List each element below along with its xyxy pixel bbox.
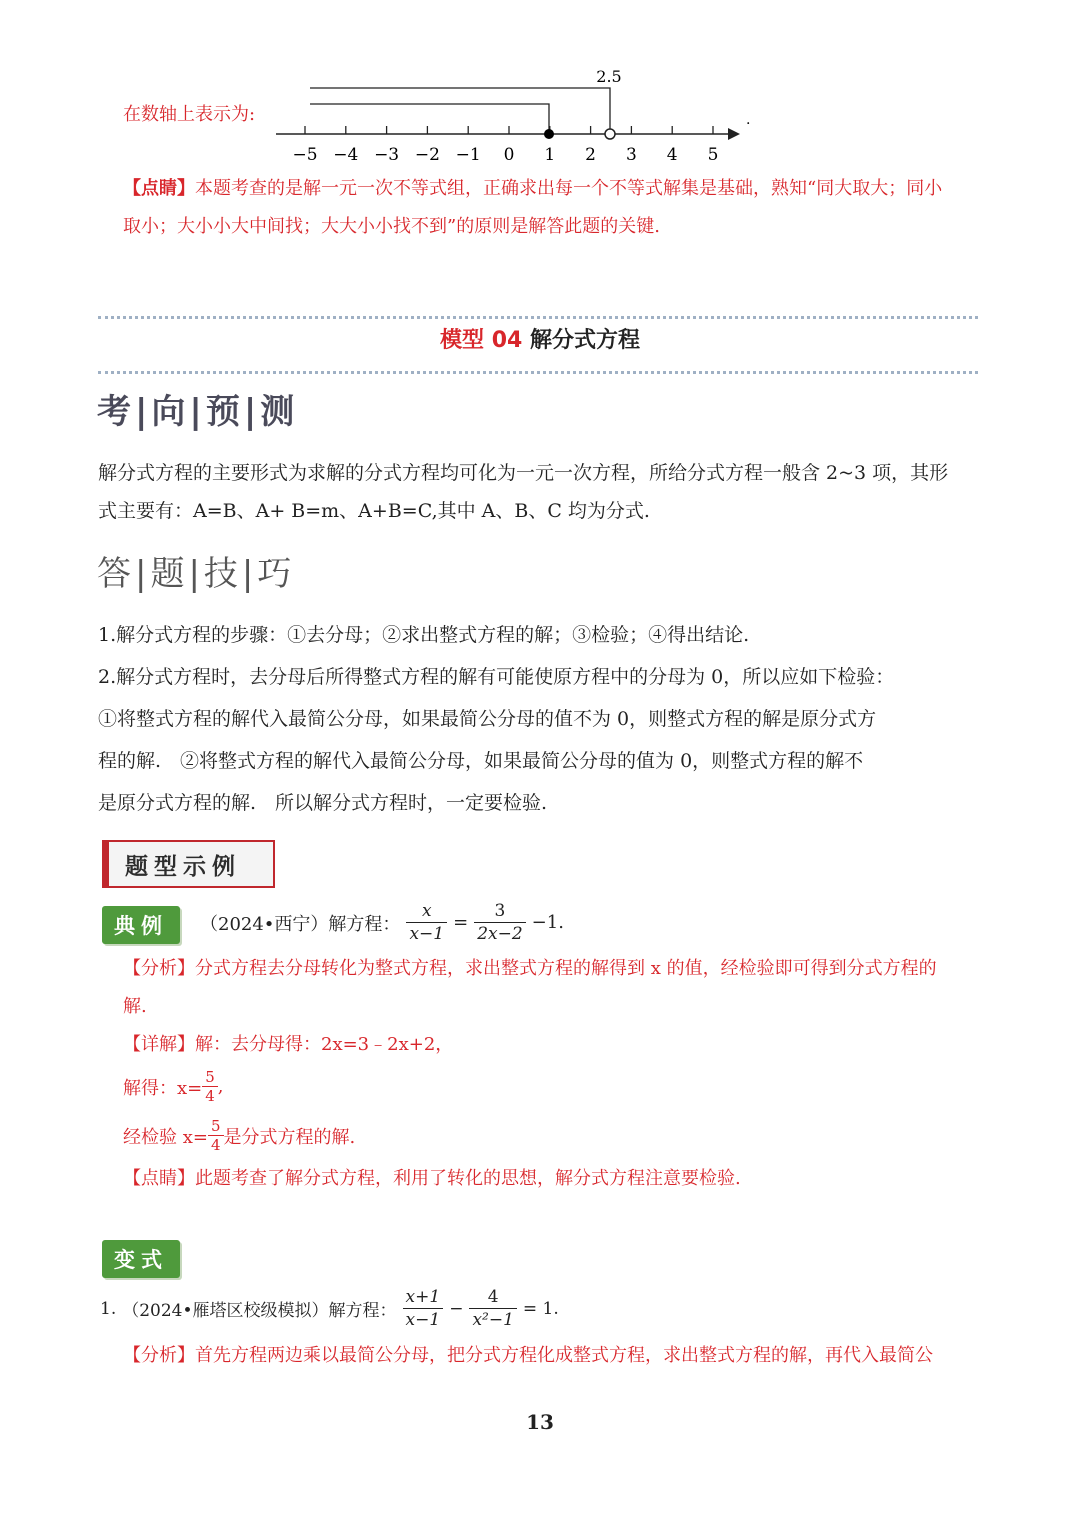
fraction-3-over-2x-minus-2: $\frac{3}{2x-2}$ xyxy=(474,900,525,945)
bianshi-question: 1. （2024•雁塔区校级模拟）解方程： $\frac{x+1}{x-1}$ − $\frac{4}{\text{x²−1}}$ = 1. xyxy=(100,1287,559,1330)
number-line-tick-label: 1 xyxy=(544,145,556,165)
number-line-tick-label: −5 xyxy=(292,145,318,165)
bianshi-fenxi: 【分析】首先方程两边乘以最简公分母，把分式方程化成整式方程，求出整式方程的解，再代入最简公 xyxy=(123,1345,933,1366)
dianli-fenxi: 【分析】分式方程去分母转化为整式方程，求出整式方程的解得到 x 的值，经检验即可得到分式方程的 解. xyxy=(123,958,937,1017)
dianli-badge: 典例 xyxy=(102,906,180,944)
dianli-xiangjie: 【详解】解：去分母得：2x=3﹣2x+2， xyxy=(123,1034,454,1055)
jiqiao-body: 1.解分式方程的步骤：①去分母；②求出整式方程的解；③检验；④得出结论. 2.解分式方程时，去分母后所得整式方程的解有可能使原方程中的分母为 0，所以应如下检验： ①将整式方程的解代入最简公分母，如果最简公分母的值不为 0，则整式方程的解是原分式方 程的解. ②将整式方程的解代入最简公分母，如果最简公分母的值为 0，则整式方程的解不 是原分式方程的解. 所以解分式方程时，一定要检验. xyxy=(98,624,895,814)
number-line-tick-label: −3 xyxy=(374,145,400,165)
dianli-question: （2024•西宁）解方程： $\frac{x}{x-1}$ = $\frac{3}{2x-2}$ −1. xyxy=(200,901,564,944)
number-line-tick-label: −2 xyxy=(414,145,440,165)
page-number: 13 xyxy=(526,1410,554,1434)
number-line-arrow xyxy=(728,128,740,140)
number-line-solid-point xyxy=(544,129,554,139)
fraction-x-over-x-minus-1: $\frac{x}{x-1}$ xyxy=(406,900,447,945)
number-line-open-point xyxy=(605,129,615,139)
fraction-x-plus-1-over-x-minus-1: $\frac{x+1}{x-1}$ xyxy=(403,1286,444,1331)
divider-bottom xyxy=(98,371,978,374)
number-line-tick-label: 3 xyxy=(625,145,637,165)
number-line-bracket-upper xyxy=(310,88,610,134)
number-line-figure xyxy=(270,62,770,172)
number-line-tick-label: 5 xyxy=(707,145,719,165)
fraction-4-over-x2-minus-1: $\frac{4}{\text{x²−1}}$ xyxy=(469,1286,516,1331)
number-line-tick-label: −4 xyxy=(333,145,359,165)
example-section-box: 题型示例 xyxy=(102,840,275,888)
dianli-dianjing: 【点睛】此题考查了解分式方程，利用了转化的思想，解分式方程注意要检验. xyxy=(123,1168,741,1189)
divider-top xyxy=(98,316,978,319)
number-line-label: 在数轴上表示为: xyxy=(123,104,256,125)
number-line-tick-label: 2 xyxy=(585,145,597,165)
kaoxiang-body: 解分式方程的主要形式为求解的分式方程均可化为一元一次方程，所给分式方程一般含 2~3 项，其形 式主要有：A=B、A+ B=m、A+B=C,其中 A、B、C 均为分式. xyxy=(98,462,949,522)
bianshi-badge: 变式 xyxy=(102,1240,180,1278)
model-heading: 模型 04 解分式方程 xyxy=(440,328,640,353)
svg-text:.: . xyxy=(746,112,751,128)
number-line-ticks xyxy=(292,126,718,165)
number-line-tick-label: 0 xyxy=(503,145,515,165)
dianjing-1: 【点睛】本题考查的是解一元一次不等式组，正确求出每一个不等式解集是基础，熟知“同大取大；同小 取小；大小小大中间找；大大小小找不到”的原则是解答此题的关键. xyxy=(123,178,943,237)
dianli-jiede: 解得：x= $\frac{5}{4}$ , xyxy=(123,1068,224,1105)
number-line-bracket-label: 2.5 xyxy=(596,67,622,86)
dianli-jianyan: 经检验 x= $\frac{5}{4}$ 是分式方程的解. xyxy=(123,1117,356,1154)
number-line-tick-label: −1 xyxy=(455,145,481,165)
section-title-kaoxiang: 考|向|预|测 xyxy=(97,392,299,432)
section-title-jiqiao: 答|题|技|巧 xyxy=(97,554,296,594)
number-line-tick-label: 4 xyxy=(666,145,678,165)
